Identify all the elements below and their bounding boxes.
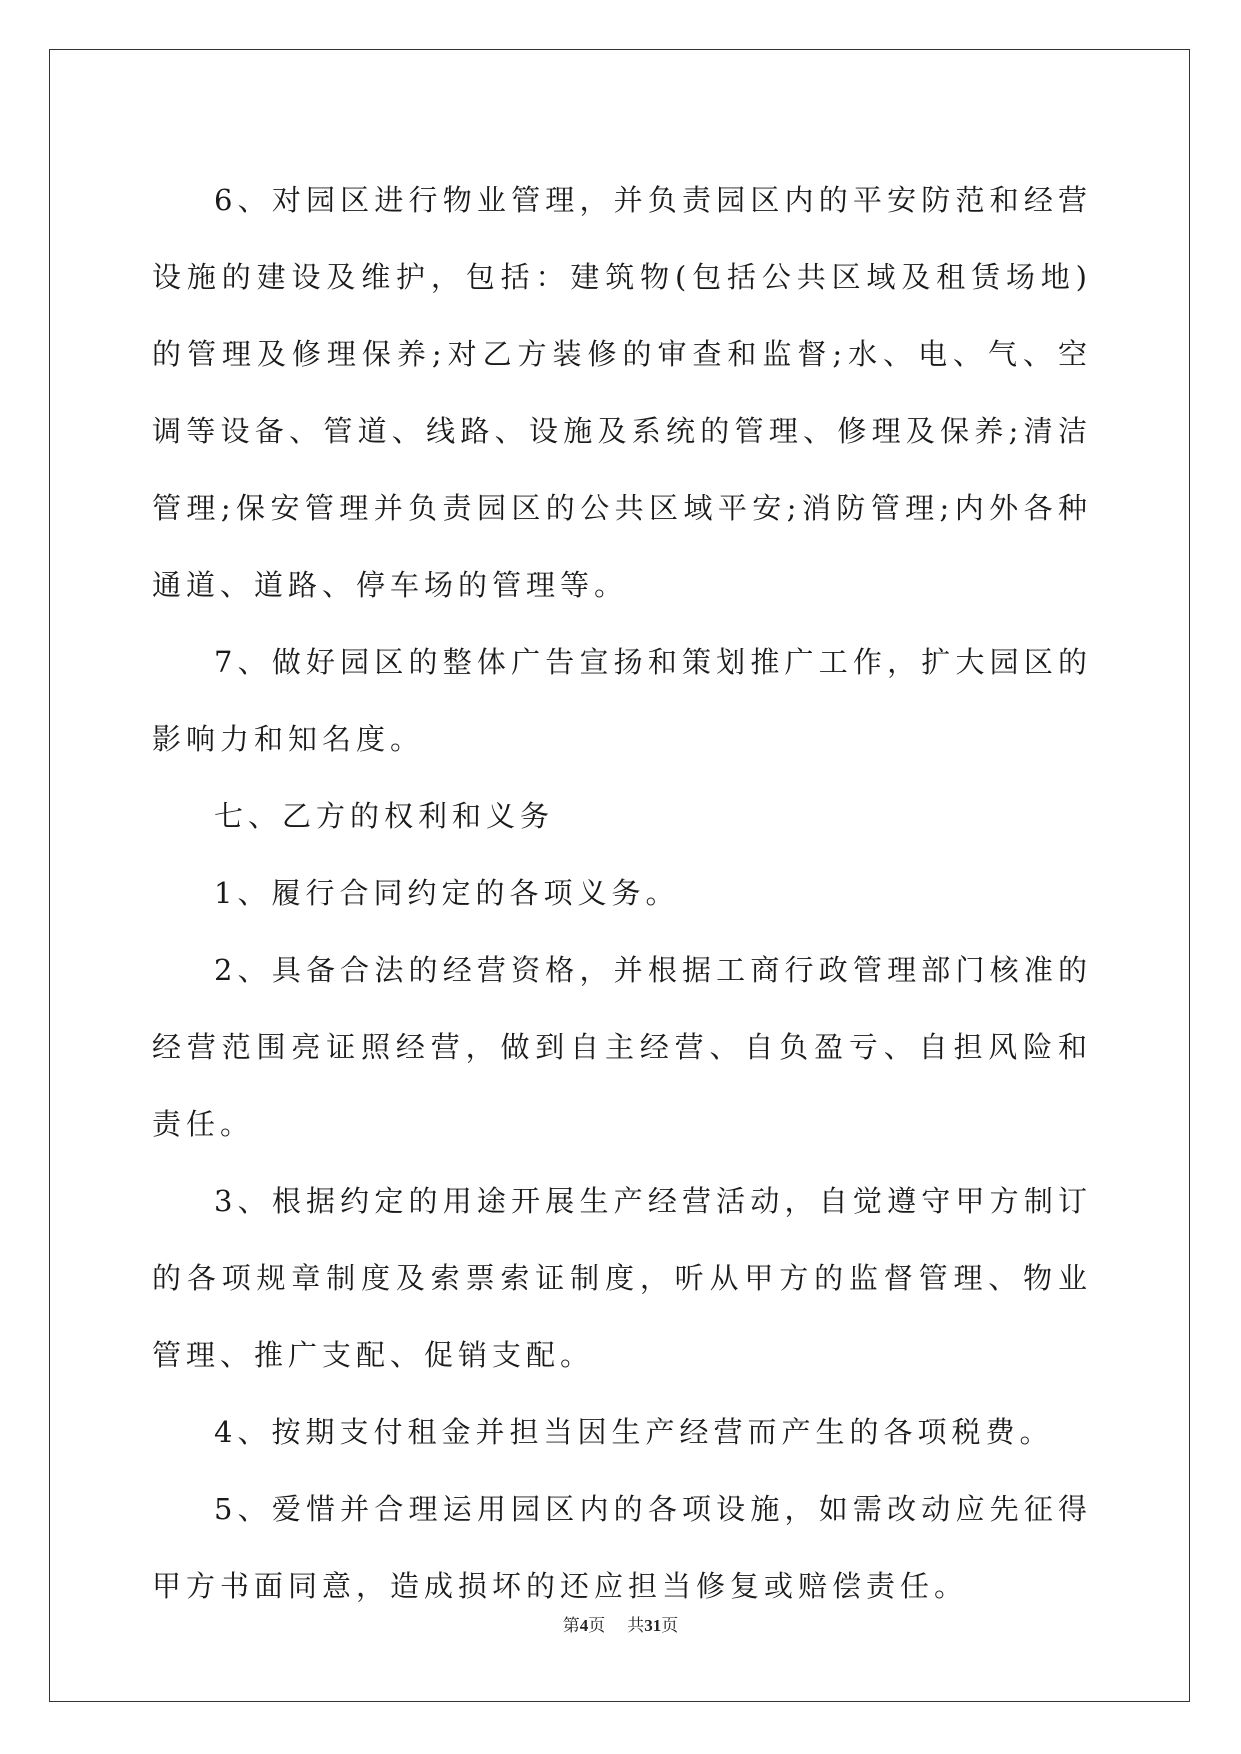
paragraph-item-4: 4、按期支付租金并担当因生产经营而产生的各项税费。 [214,1415,1054,1449]
paragraph-item-7: 7、做好园区的整体广告宣扬和策划推广工作，扩大园区的影响力和知名度。 [152,645,1092,756]
page-number: 4 [579,1616,589,1635]
paragraph-item-5: 5、爱惜并合理运用园区内的各项设施，如需改动应先征得甲方书面同意，造成损坏的还应担当修复或赔偿责任。 [152,1492,1092,1603]
total-prefix: 共 [627,1616,645,1635]
page-footer [0,1611,1241,1636]
page-prefix: 第 [562,1616,580,1635]
paragraph-item-2: 2、具备合法的经营资格，并根据工商行政管理部门核准的经营范围亮证照经营，做到自主经营、自负盈亏、自担风险和责任。 [152,953,1092,1141]
document-body [152,162,1092,1625]
paragraph-item-1: 1、履行合同约定的各项义务。 [214,876,680,910]
page-suffix: 页 [588,1616,606,1635]
total-suffix: 页 [661,1616,679,1635]
total-pages: 31 [644,1616,662,1635]
section-heading-party-b-rights: 七、乙方的权利和义务 [214,799,555,833]
paragraph-item-3: 3、根据约定的用途开展生产经营活动，自觉遵守甲方制订的各项规章制度及索票索证制度，听从甲方的监督管理、物业管理、推广支配、促销支配。 [152,1184,1092,1372]
paragraph-item-6: 6、对园区进行物业管理，并负责园区内的平安防范和经营设施的建设及维护，包括：建筑物(包括公共区域及租赁场地)的管理及修理保养;对乙方装修的审查和监督;水、电、气、空调等设备、管道、线路、设施及系统的管理、修理及保养;清洁管理;保安管理并负责园区的公共区域平安;消防管理;内外各种通道、道路、停车场的管理等。 [152,183,1092,602]
